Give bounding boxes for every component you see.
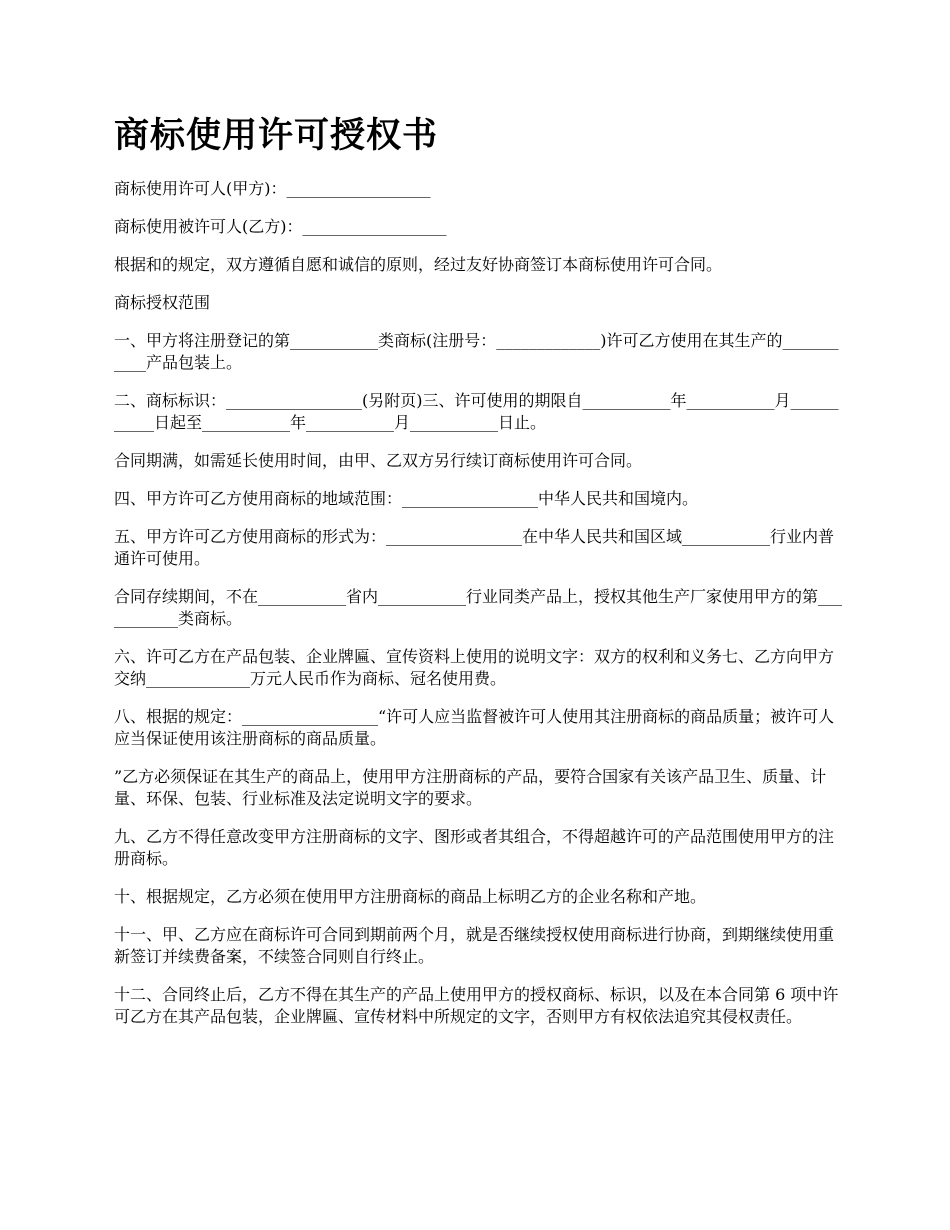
paragraph-clause-10: 十、根据规定，乙方必须在使用甲方注册商标的商品上标明乙方的企业名称和产地。 <box>114 887 707 906</box>
paragraph-licensor: 商标使用许可人(甲方)：__________________ <box>114 179 431 198</box>
document-page <box>114 112 844 1044</box>
paragraph-exclusivity: 合同存续期间，不在___________省内___________行业同类产品上，授权其他生产厂家使用甲方的第___________类商标。 <box>114 587 843 628</box>
paragraph-clause-2-3: 二、商标标识：_________________(另附页)三、许可使用的期限自___________年___________月___________日起至___________年___________月___________日止。 <box>114 391 839 432</box>
paragraph-clause-9: 九、乙方不得任意改变甲方注册商标的文字、图形或者其组合，不得超越许可的产品范围使用甲方的注册商标。 <box>114 827 835 868</box>
paragraph-clause-8: 八、根据的规定：_________________“许可人应当监督被许可人使用其注册商标的商品质量；被许可人应当保证使用该注册商标的商品质量。 <box>114 707 835 748</box>
paragraph-clause-5: 五、甲方许可乙方使用商标的形式为：_________________在中华人民共和国区域___________行业内普通许可使用。 <box>114 527 835 568</box>
paragraph-renewal: 合同期满，如需延长使用时间，由甲、乙双方另行续订商标使用许可合同。 <box>114 451 643 470</box>
document-title: 商标使用许可授权书 <box>114 116 439 156</box>
paragraph-preamble: 根据和的规定，双方遵循自愿和诚信的原则，经过友好协商签订本商标使用许可合同。 <box>114 255 723 274</box>
paragraph-clause-4: 四、甲方许可乙方使用商标的地域范围：_________________中华人民共和国境内。 <box>114 489 699 508</box>
paragraph-clause-12: 十二、合同终止后，乙方不得在其生产的产品上使用甲方的授权商标、标识，以及在本合同第 6 项中许可乙方在其产品包装，企业牌匾、宣传材料中所规定的文字，否则甲方有权依法追究其侵权责任。 <box>114 985 839 1026</box>
paragraph-clause-11: 十一、甲、乙方应在商标许可合同到期前两个月，就是否继续授权使用商标进行协商，到期继续使用重新签订并续费备案，不续签合同则自行终止。 <box>114 925 835 966</box>
paragraph-quality: ”乙方必须保证在其生产的商品上，使用甲方注册商标的产品，要符合国家有关该产品卫生、质量、计量、环保、包装、行业标准及法定说明文字的要求。 <box>114 767 827 808</box>
paragraph-scope-heading: 商标授权范围 <box>114 293 211 312</box>
paragraph-clause-1: 一、甲方将注册登记的第___________类商标(注册号：_____________)许可乙方使用在其生产的___________产品包装上。 <box>114 331 839 372</box>
paragraph-licensee: 商标使用被许可人(乙方)：__________________ <box>114 217 447 236</box>
paragraph-clause-6-7: 六、许可乙方在产品包装、企业牌匾、宣传资料上使用的说明文字：双方的权利和义务七、乙方向甲方交纳_____________万元人民币作为商标、冠名使用费。 <box>114 647 835 688</box>
